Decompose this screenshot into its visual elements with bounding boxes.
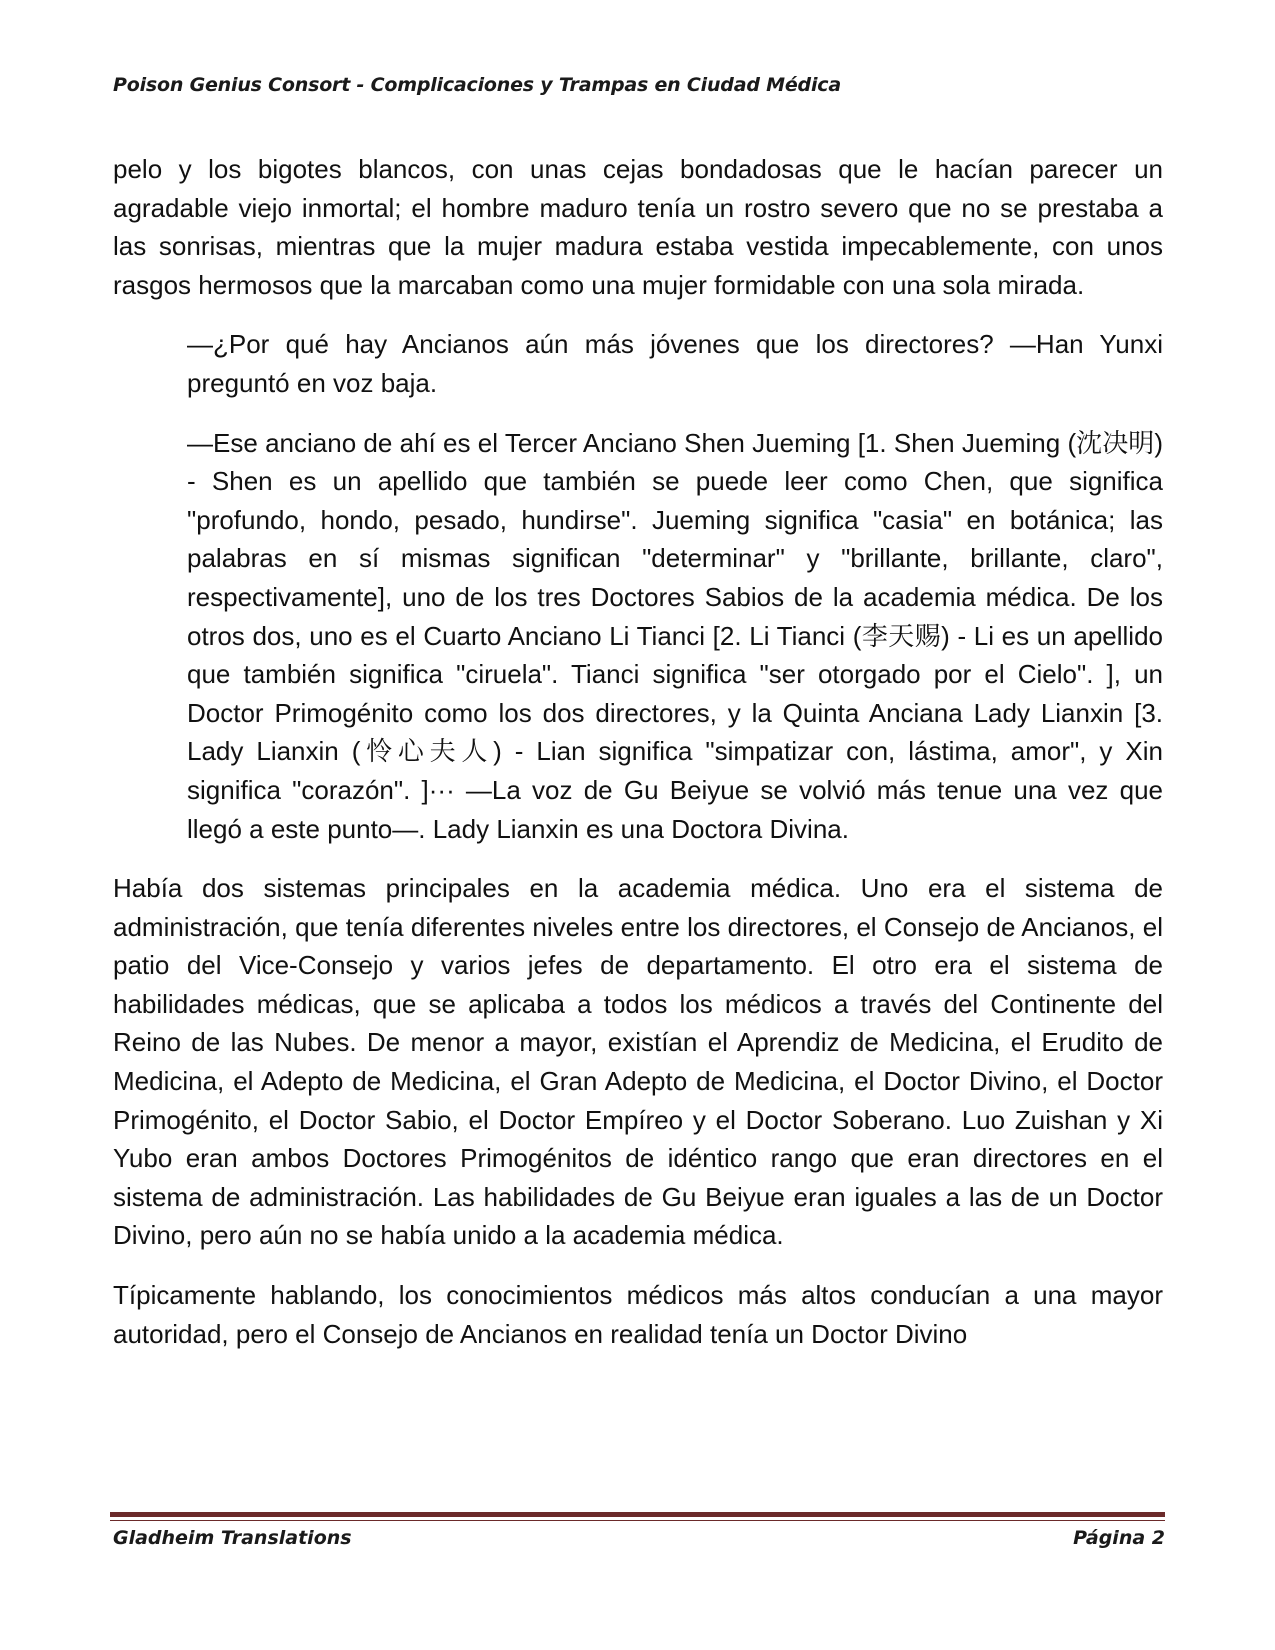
- dialogue-paragraph-gu-beiyue: —Ese anciano de ahí es el Tercer Anciano Shen Jueming [1. Shen Jueming (沈决明) - Shen es un apellido que también se puede leer como Chen, que significa "profundo, hondo, pesado, hundirse". Jueming significa "casia" en botánica; las palabras en sí mismas significan "determinar" y "brillante, brillante, claro", respectivamente], uno de los tres Doctores Sabios de la academia médica. De los otros dos, uno es el Cuarto Anciano Li Tianci [2. Li Tianci (李天赐) - Li es un apellido que también significa "ciruela". Tianci significa "ser otorgado por el Cielo". ], un Doctor Primogénito como los dos directores, y la Quinta Anciana Lady Lianxin [3. Lady Lianxin (怜心夫人) - Lian significa "simpatizar con, lástima, amor", y Xin significa "corazón". ]··· —La voz de Gu Beiyue se volvió más tenue una vez que llegó a este punto—. Lady Lianxin es una Doctora Divina.: [187, 427, 1163, 844]
- footer-divider-thin: [110, 1520, 1165, 1521]
- footer-divider: [110, 1512, 1165, 1517]
- dialogue-paragraph-han-yunxi: —¿Por qué hay Ancianos aún más jóvenes que los directores? —Han Yunxi preguntó en voz baja.: [187, 329, 1163, 398]
- footer-page-number: Página 2: [1073, 1527, 1165, 1549]
- paragraph-authority: Típicamente hablando, los conocimientos médicos más altos conducían a una mayor autoridad, pero el Consejo de Ancianos en realidad tenía un Doctor Divino: [113, 1280, 1163, 1349]
- page-body: [113, 150, 1163, 1374]
- paragraph-systems: Había dos sistemas principales en la academia médica. Uno era el sistema de administración, que tenía diferentes niveles entre los directores, el Consejo de Ancianos, el patio del Vice-Consejo y varios jefes de departamento. El otro era el sistema de habilidades médicas, que se aplicaba a todos los médicos a través del Continente del Reino de las Nubes. De menor a mayor, existían el Aprendiz de Medicina, el Erudito de Medicina, el Adepto de Medicina, el Gran Adepto de Medicina, el Doctor Divino, el Doctor Primogénito, el Doctor Sabio, el Doctor Empíreo y el Doctor Soberano. Luo Zuishan y Xi Yubo eran ambos Doctores Primogénitos de idéntico rango que eran directores en el sistema de administración. Las habilidades de Gu Beiyue eran iguales a las de un Doctor Divino, pero aún no se había unido a la academia médica.: [113, 873, 1163, 1251]
- paragraph-intro: pelo y los bigotes blancos, con unas cejas bondadosas que le hacían parecer un agradable viejo inmortal; el hombre maduro tenía un rostro severo que no se prestaba a las sonrisas, mientras que la mujer madura estaba vestida impecablemente, con unos rasgos hermosos que la marcaban como una mujer formidable con una sola mirada.: [113, 154, 1163, 300]
- running-header: Poison Genius Consort - Complicaciones y Trampas en Ciudad Médica: [113, 74, 841, 96]
- footer-translator: Gladheim Translations: [113, 1527, 352, 1549]
